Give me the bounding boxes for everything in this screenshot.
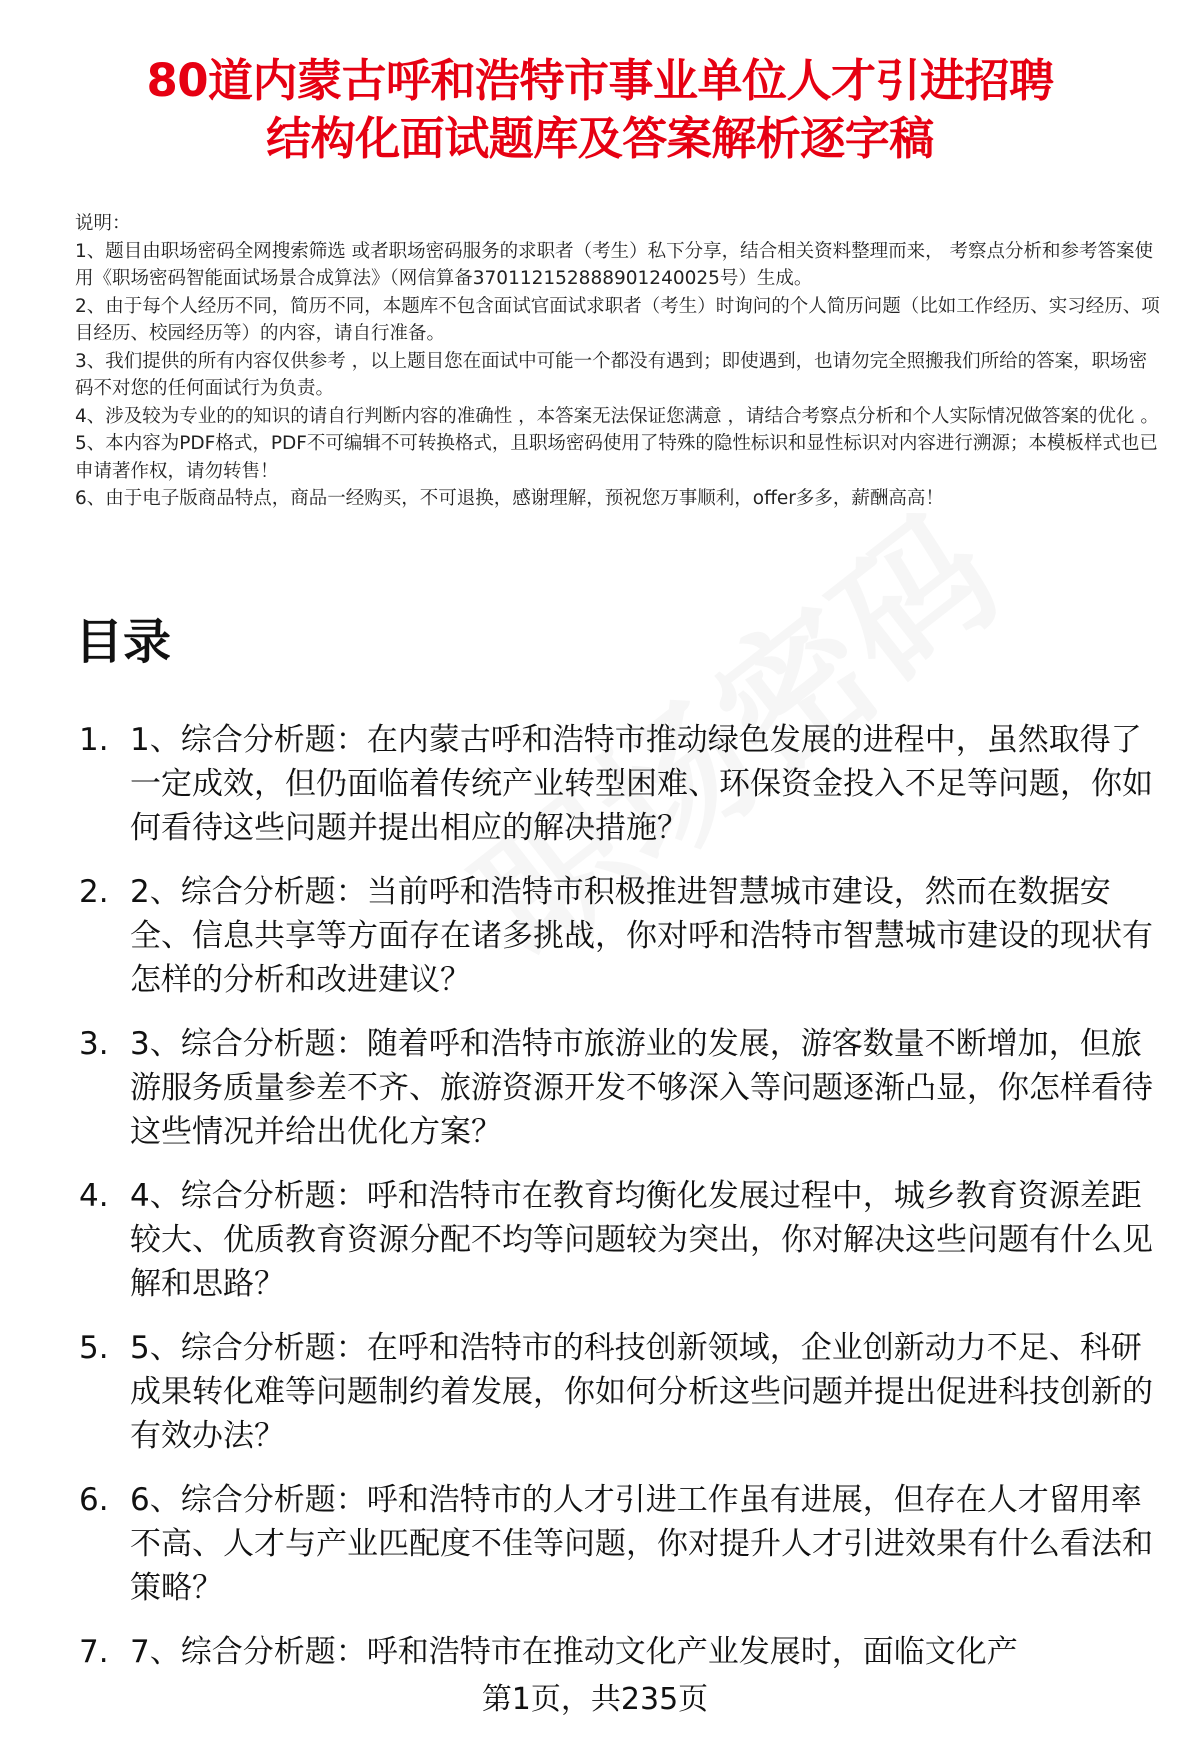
toc-item-number: 1. (79, 722, 109, 758)
note-item-2: 2、由于每个人经历不同，简历不同，本题库不包含面试官面试求职者（考生）时询问的个人简历问题（比如工作经历、实习经历、项目经历、校园经历等）的内容，请自行准备。 (75, 295, 1160, 344)
toc-item[interactable] (75, 1174, 1170, 1306)
title-line-2: 结构化面试题库及答案解析逐字稿 (266, 112, 934, 165)
toc-item[interactable] (75, 870, 1170, 1002)
note-item-3: 3、我们提供的所有内容仅供参考 ，以上题目您在面试中可能一个都没有遇到；即使遇到，也请勿完全照搬我们所给的答案，职场密码不对您的任何面试行为负责。 (75, 350, 1148, 399)
toc-item-number: 3. (79, 1026, 109, 1062)
toc-item-number: 7. (79, 1634, 109, 1670)
toc-item-text: 7、综合分析题：呼和浩特市在推动文化产业发展时，面临文化产 (130, 1634, 1018, 1670)
note-item-1: 1、题目由职场密码全网搜索筛选 或者职场密码服务的求职者（考生）私下分享，结合相关资料整理而来， 考察点分析和参考答案使用《职场密码智能面试场景合成算法》（网信算备370112152888901240025号）生成。 (75, 240, 1154, 289)
title-line-1: 80道内蒙古呼和浩特市事业单位人才引进招聘 (146, 54, 1054, 107)
toc-item-text: 1、综合分析题：在内蒙古呼和浩特市推动绿色发展的进程中，虽然取得了一定成效，但仍面临着传统产业转型困难、环保资金投入不足等问题，你如何看待这些问题并提出相应的解决措施？ (130, 722, 1153, 846)
toc-item-text: 2、综合分析题：当前呼和浩特市积极推进智慧城市建设，然而在数据安全、信息共享等方面存在诸多挑战，你对呼和浩特市智慧城市建设的现状有怎样的分析和改进建议？ (130, 874, 1153, 998)
toc-heading: 目录 (75, 614, 172, 670)
toc-item[interactable] (75, 1630, 1170, 1674)
toc-item[interactable] (75, 1478, 1170, 1610)
toc-item-number: 6. (79, 1482, 109, 1518)
toc-list (75, 718, 1170, 1694)
toc-item-text: 3、综合分析题：随着呼和浩特市旅游业的发展，游客数量不断增加，但旅游服务质量参差不齐、旅游资源开发不够深入等问题逐渐凸显，你怎样看待这些情况并给出优化方案？ (130, 1026, 1153, 1150)
document-title (60, 52, 1140, 168)
toc-item-number: 2. (79, 874, 109, 910)
toc-item-text: 5、综合分析题：在呼和浩特市的科技创新领域，企业创新动力不足、科研成果转化难等问题制约着发展，你如何分析这些问题并提出促进科技创新的有效办法？ (130, 1330, 1153, 1454)
note-item-5: 5、本内容为PDF格式，PDF不可编辑不可转换格式，且职场密码使用了特殊的隐性标识和显性标识对内容进行溯源；本模板样式也已申请著作权，请勿转售！ (75, 433, 1158, 482)
toc-item[interactable] (75, 1022, 1170, 1154)
toc-item-number: 5. (79, 1330, 109, 1366)
toc-item[interactable] (75, 1326, 1170, 1458)
toc-item-text: 6、综合分析题：呼和浩特市的人才引进工作虽有进展，但存在人才留用率不高、人才与产业匹配度不佳等问题，你对提升人才引进效果有什么看法和策略？ (130, 1482, 1153, 1606)
note-item-4: 4、涉及较为专业的的知识的请自行判断内容的准确性 ，本答案无法保证您满意 ，请结合考察点分析和个人实际情况做答案的优化 。 (75, 405, 1159, 427)
toc-item-number: 4. (79, 1178, 109, 1214)
note-item-6: 6、由于电子版商品特点，商品一经购买，不可退换，感谢理解，预祝您万事顺利，offer多多，薪酬高高！ (75, 488, 944, 509)
page-footer: 第1页，共235页 (481, 1682, 709, 1717)
notes-section (75, 210, 1165, 513)
toc-item-text: 4、综合分析题：呼和浩特市在教育均衡化发展过程中，城乡教育资源差距较大、优质教育资源分配不均等问题较为突出，你对解决这些问题有什么见解和思路？ (130, 1178, 1153, 1302)
toc-item[interactable] (75, 718, 1170, 850)
notes-heading: 说明： (75, 213, 131, 234)
